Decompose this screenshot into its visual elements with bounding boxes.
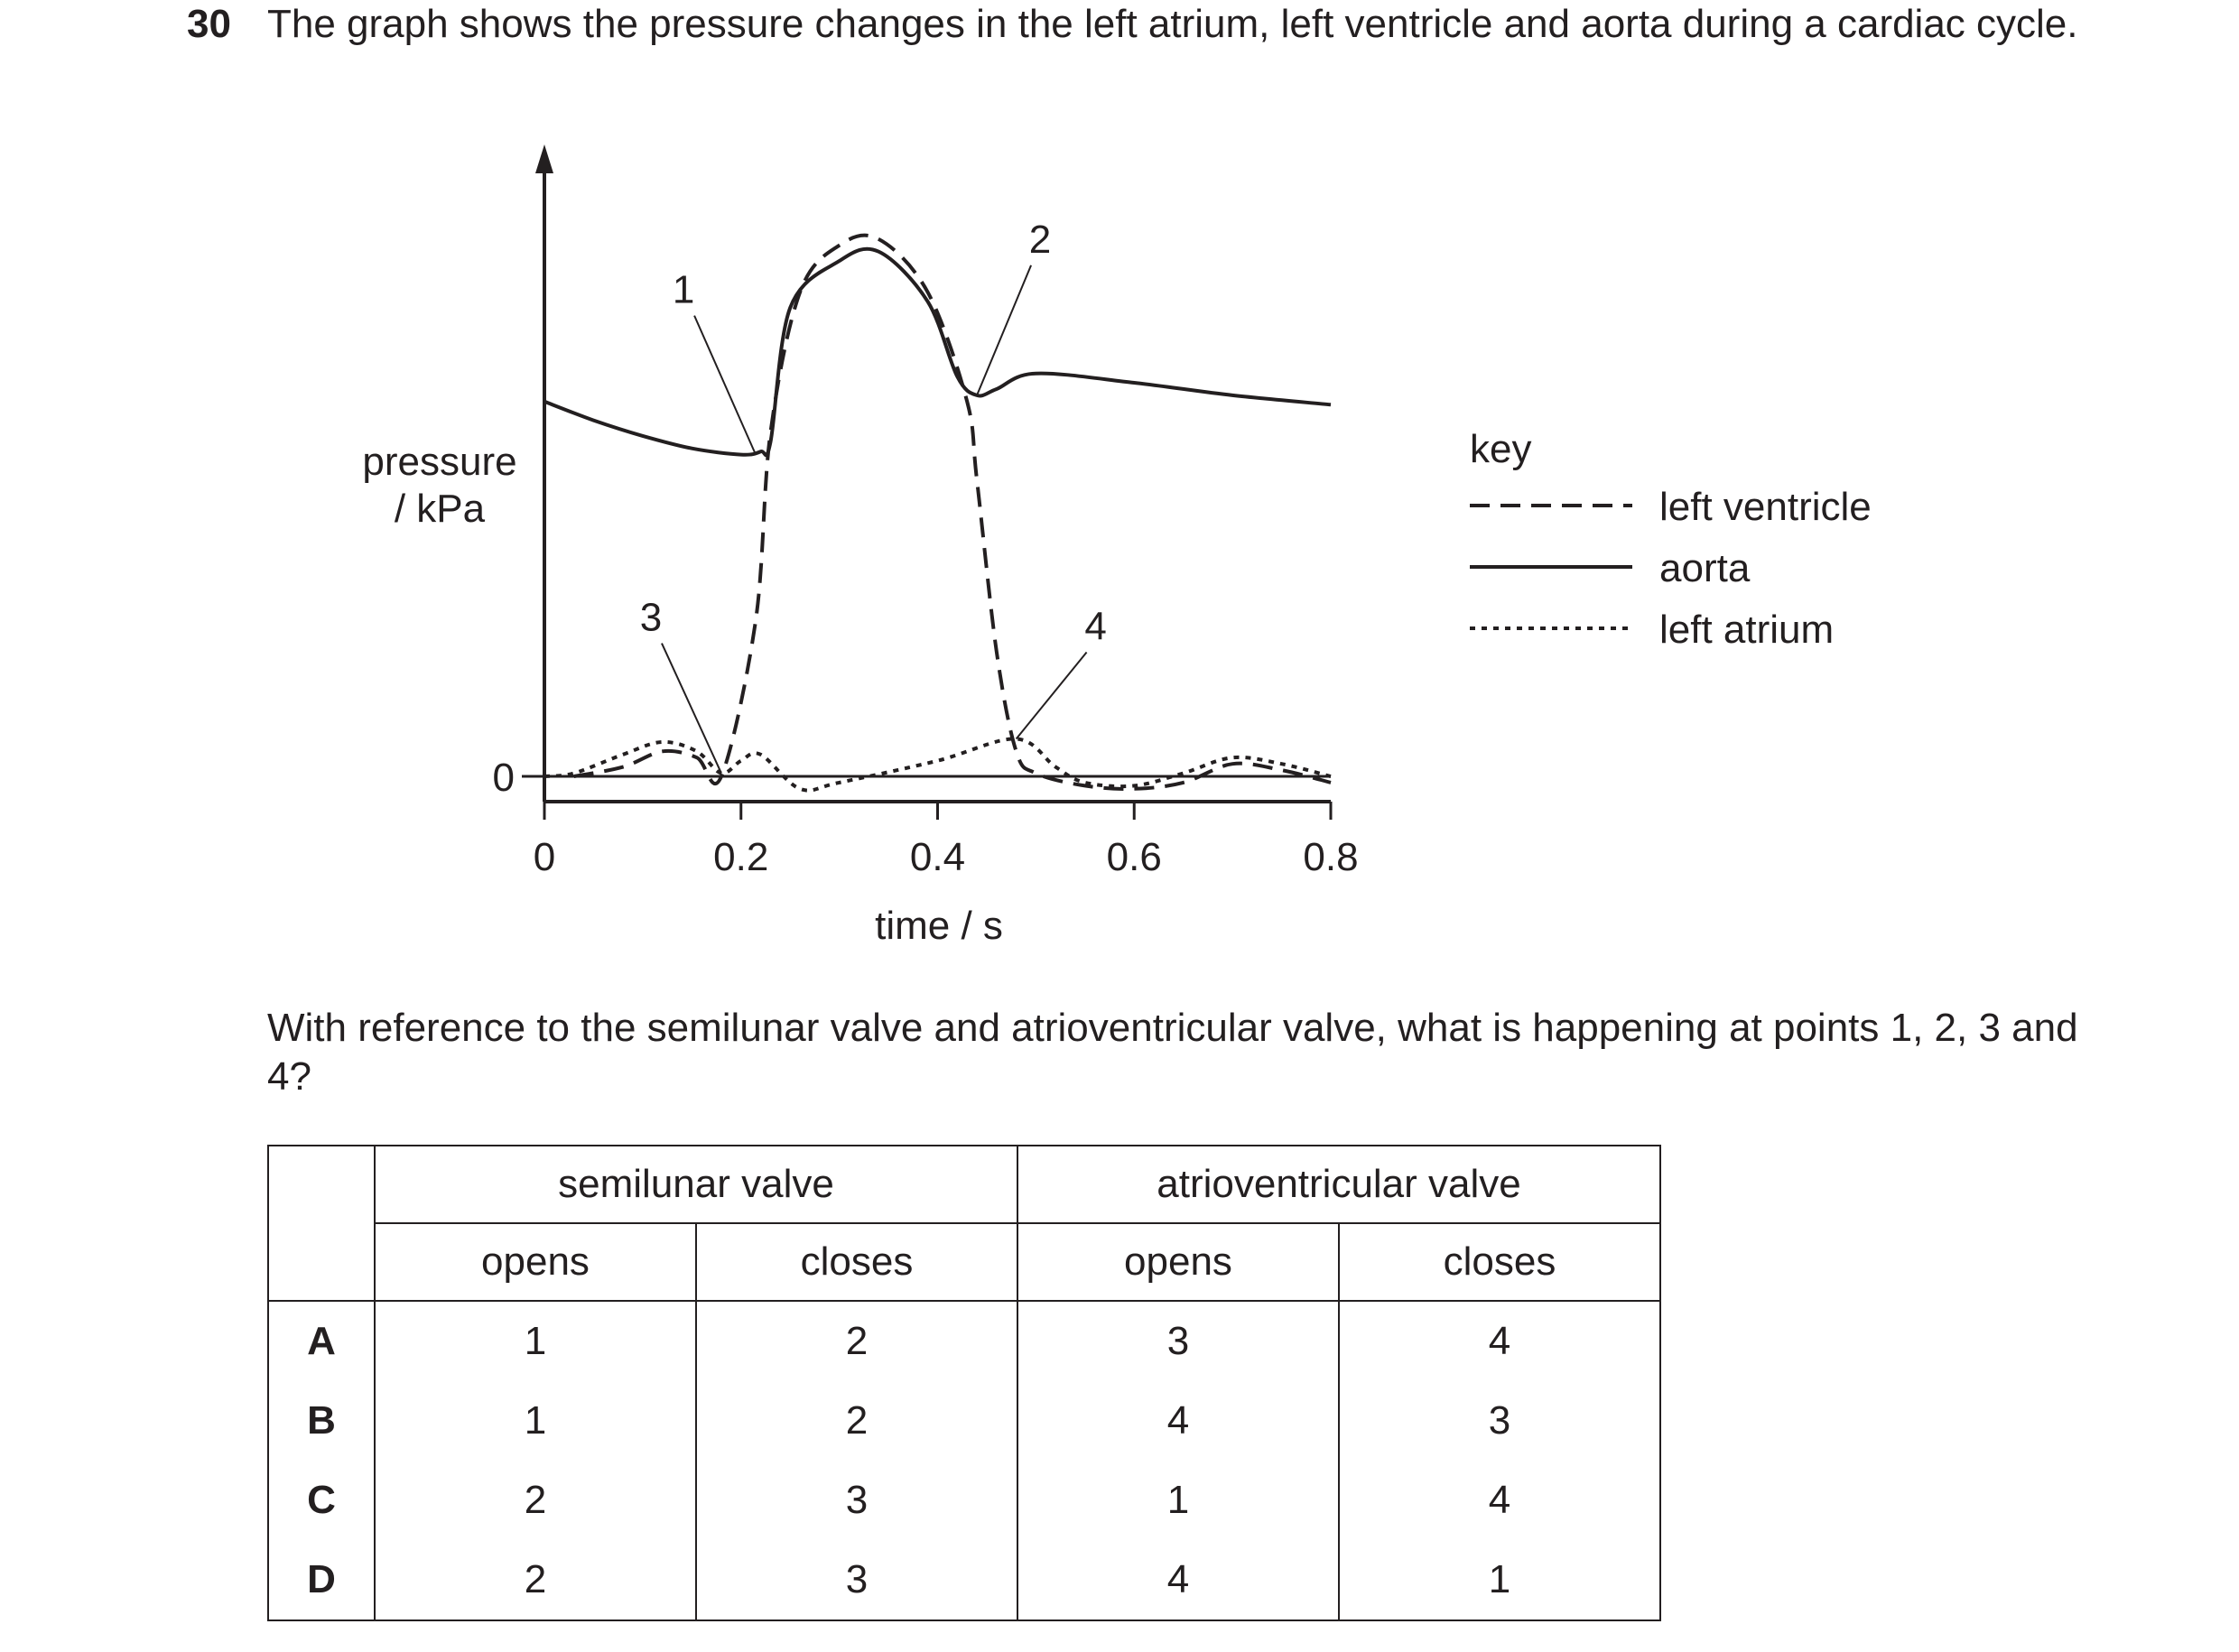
table-cell: 1 (375, 1381, 696, 1461)
table-cell: 4 (1017, 1540, 1339, 1620)
point-leader-line (694, 316, 756, 455)
subheader-semilunar-closes: closes (696, 1223, 1017, 1301)
option-letter[interactable]: C (268, 1461, 375, 1540)
legend-title: key (1470, 427, 1532, 471)
point-leader-line (662, 644, 721, 774)
table-cell: 4 (1339, 1461, 1660, 1540)
table-cell: 3 (696, 1461, 1017, 1540)
subheader-av-opens: opens (1017, 1223, 1339, 1301)
option-letter[interactable]: A (268, 1301, 375, 1381)
series-line-aorta (544, 249, 1331, 456)
question-text: The graph shows the pressure changes in the left atrium, left ventricle and aorta during a cardiac cycle. (267, 2, 2078, 46)
series-line-left-atrium (544, 738, 1331, 790)
option-letter[interactable]: B (268, 1381, 375, 1461)
table-row[interactable] (268, 1301, 1660, 1381)
x-tick-label: 0.6 (1106, 835, 1162, 879)
point-label-1: 1 (672, 267, 695, 312)
y-axis-label-line1: pressure (362, 440, 517, 484)
table-cell: 3 (696, 1540, 1017, 1620)
legend-label-aorta: aorta (1659, 546, 1751, 590)
table-cell: 2 (696, 1301, 1017, 1381)
x-tick-label: 0.8 (1303, 835, 1359, 879)
point-leader-line (1017, 652, 1087, 738)
table-row[interactable] (268, 1381, 1660, 1461)
x-tick-label: 0.4 (909, 835, 966, 879)
table-sub-header (268, 1223, 1660, 1301)
table-cell: 4 (1017, 1381, 1339, 1461)
table-cell: 1 (1017, 1461, 1339, 1540)
table-cell: 2 (375, 1540, 696, 1620)
table-row[interactable] (268, 1540, 1660, 1620)
x-axis-label: time / s (875, 904, 1003, 948)
y-tick-label-0: 0 (492, 756, 515, 800)
answer-table (267, 1145, 1661, 1621)
question-number: 30 (187, 2, 231, 46)
y-axis-arrow-icon (535, 144, 553, 173)
table-cell: 4 (1339, 1301, 1660, 1381)
point-label-4: 4 (1084, 604, 1107, 649)
table-group-header (268, 1146, 1660, 1223)
table-corner-cell (268, 1146, 375, 1301)
table-cell: 2 (375, 1461, 696, 1540)
header-semilunar-valve: semilunar valve (375, 1146, 1017, 1223)
table-cell: 3 (1017, 1301, 1339, 1381)
point-label-2: 2 (1028, 217, 1052, 262)
table-row[interactable] (268, 1461, 1660, 1540)
table-cell: 1 (1339, 1540, 1660, 1620)
x-tick-label: 0 (533, 835, 556, 879)
legend-label-left-ventricle: left ventricle (1659, 485, 1872, 529)
y-axis-label-line2: / kPa (394, 487, 486, 531)
table-cell: 2 (696, 1381, 1017, 1461)
option-letter[interactable]: D (268, 1540, 375, 1620)
header-atrioventricular-valve: atrioventricular valve (1017, 1146, 1660, 1223)
subheader-semilunar-opens: opens (375, 1223, 696, 1301)
legend-label-left-atrium: left atrium (1659, 608, 1835, 652)
point-label-3: 3 (639, 595, 663, 640)
table-cell: 3 (1339, 1381, 1660, 1461)
question-prompt: With reference to the semilunar valve and atrioventricular valve, what is happening at points 1, 2, 3 and 4? (267, 1006, 2078, 1099)
x-tick-label: 0.2 (713, 835, 769, 879)
table-cell: 1 (375, 1301, 696, 1381)
series-line-left-ventricle (574, 236, 1331, 789)
subheader-av-closes: closes (1339, 1223, 1660, 1301)
